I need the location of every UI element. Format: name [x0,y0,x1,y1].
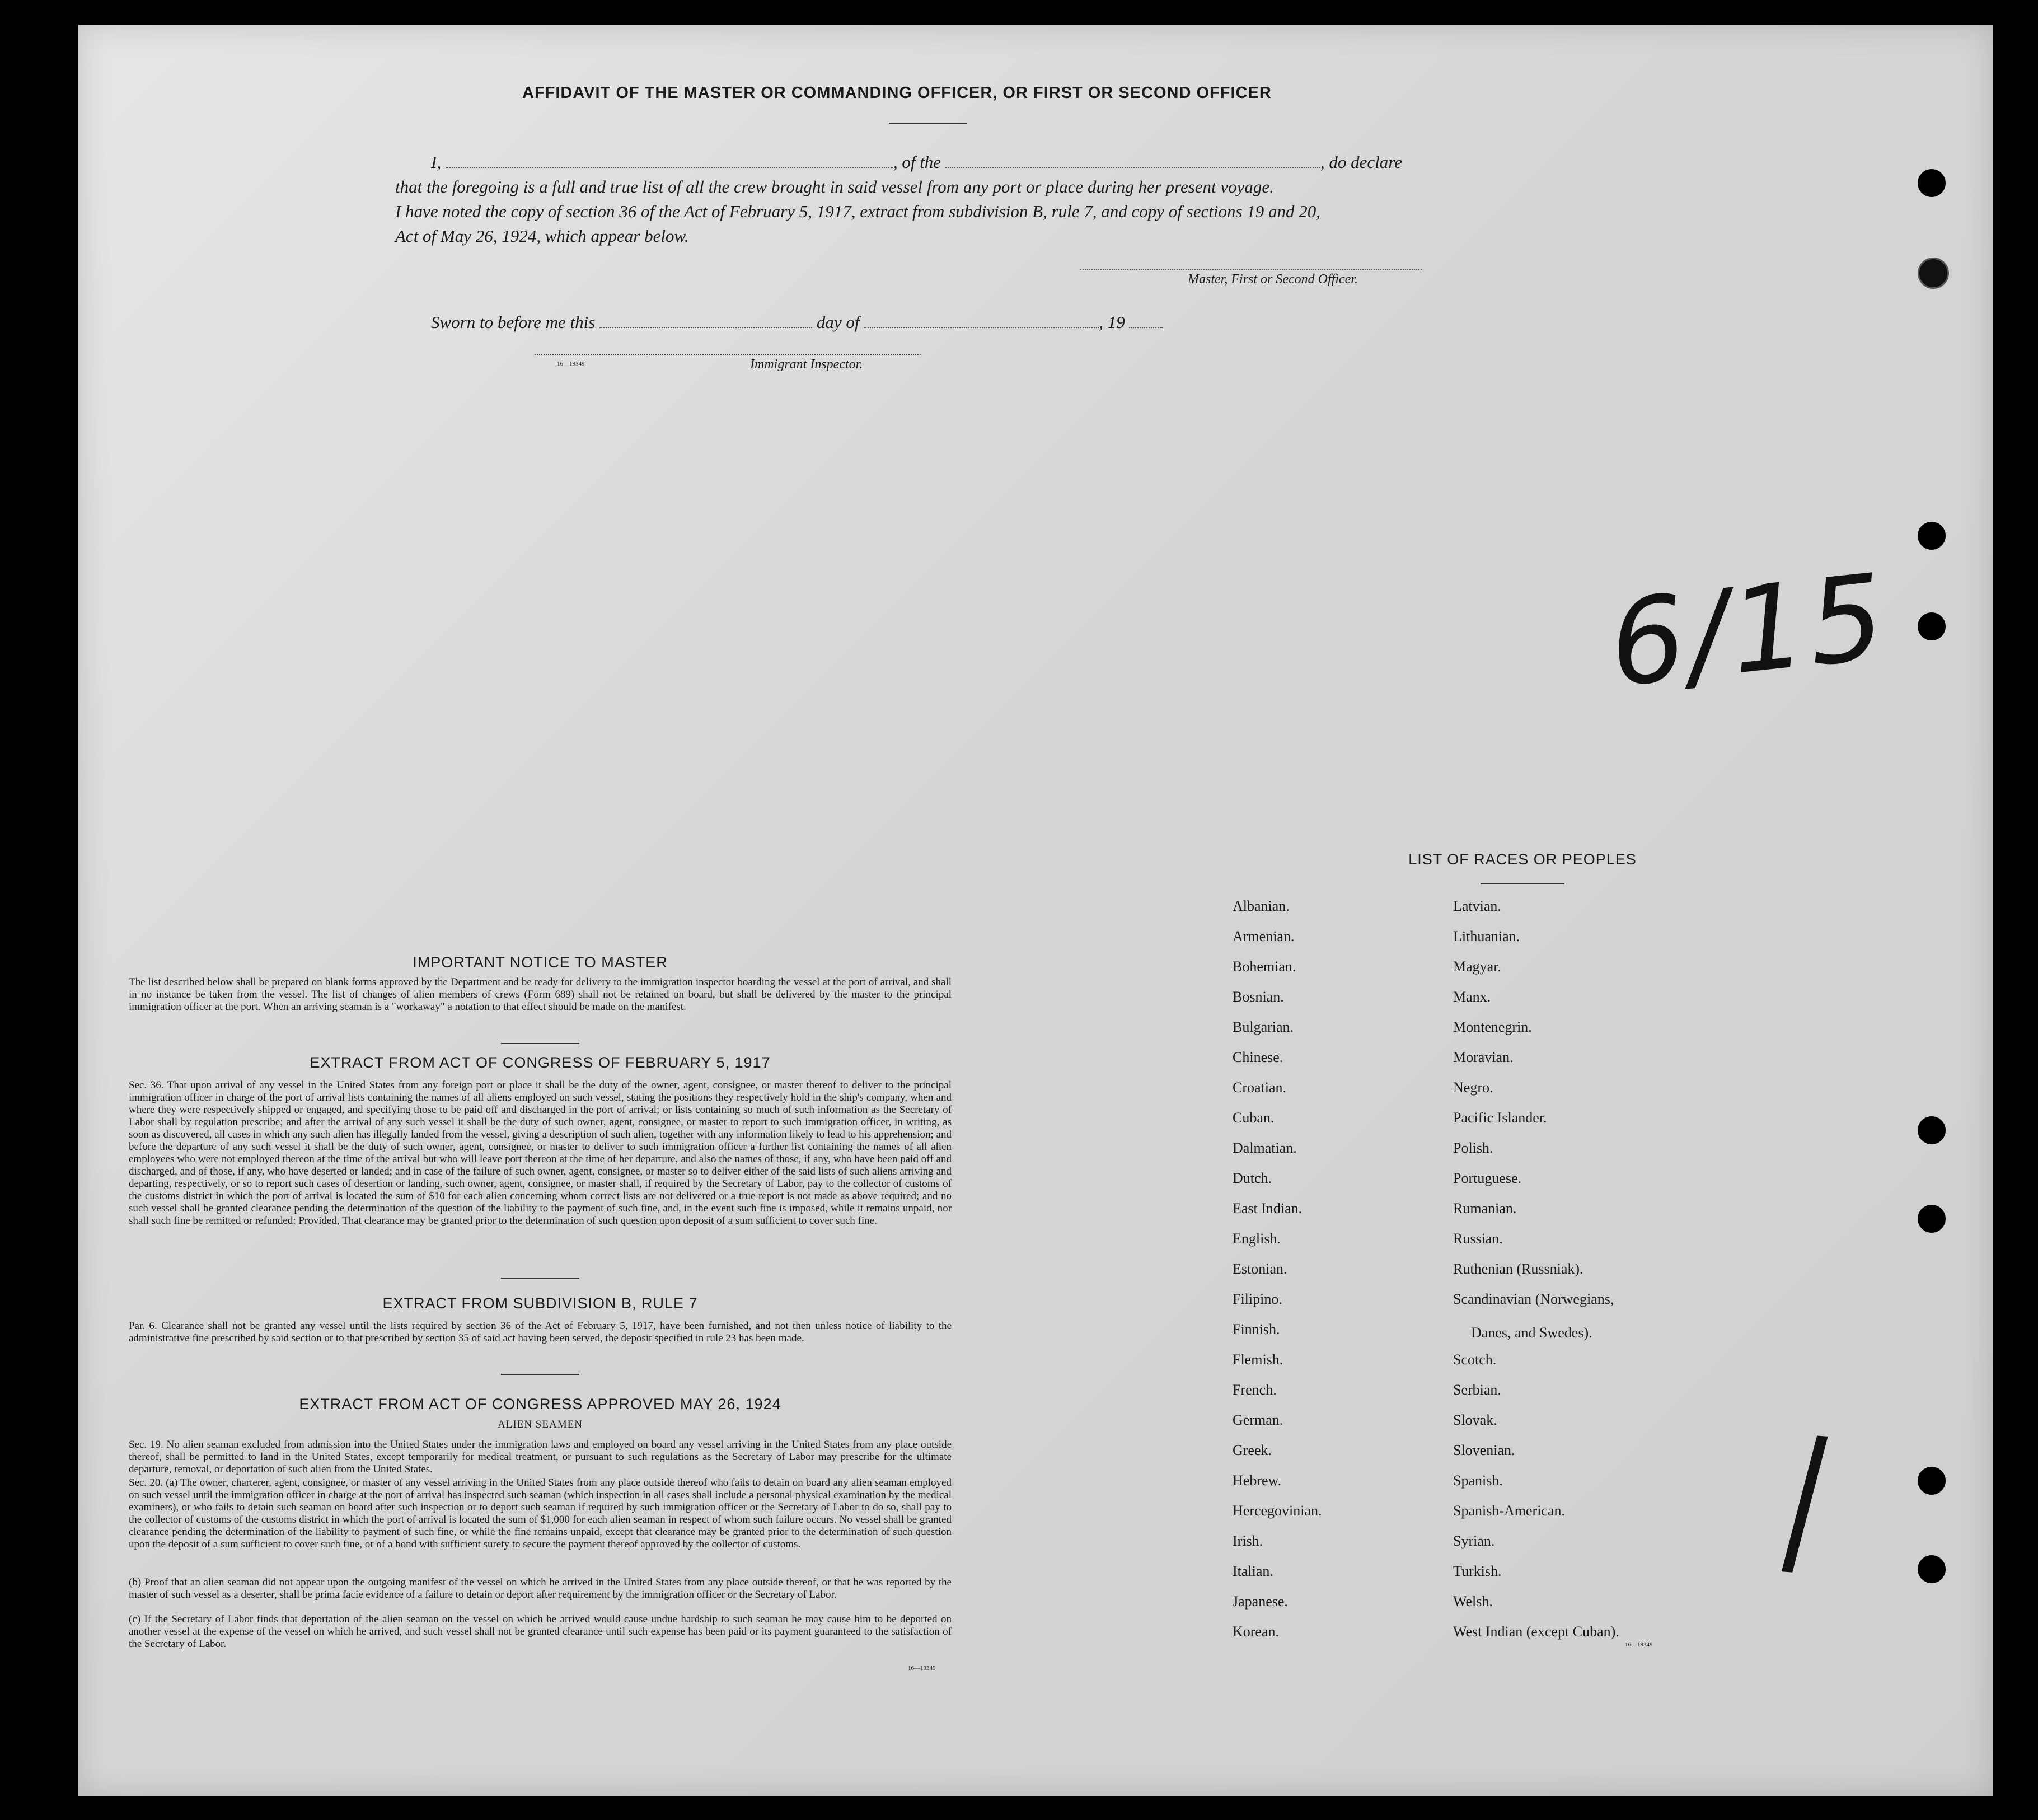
race-item: Lithuanian. [1453,928,1520,944]
vessel-blank[interactable] [945,155,1320,168]
race-item: Croatian. [1233,1079,1287,1096]
race-item: Polish. [1453,1140,1493,1156]
race-item: Dalmatian. [1233,1140,1297,1156]
title-divider [889,123,967,124]
race-item: Turkish. [1453,1563,1502,1579]
race-item: Korean. [1233,1624,1280,1640]
race-item: Filipino. [1233,1291,1282,1307]
race-item: Montenegrin. [1453,1019,1532,1035]
race-item: Greek. [1233,1442,1272,1458]
race-item: Bulgarian. [1233,1019,1294,1035]
year-label: , 19 [1099,312,1125,332]
race-item: Rumanian. [1453,1200,1517,1217]
form-number-right: 16—19349 [1625,1641,1653,1648]
race-item: Pacific Islander. [1453,1110,1547,1126]
race-item: Welsh. [1453,1593,1493,1610]
race-item: Armenian. [1233,928,1295,944]
document-page [78,25,1993,1796]
punch-hole [1918,1555,1946,1583]
sec20b-text: (b) Proof that an alien seaman did not appear upon the outgoing manifest of the vessel on which he arrived in the United States from any place outside thereof, or that he was reported by the master of such vessel as a deserter, shall be prima facie evidence of a failure to detain or deport after requirement by the immigration officer or the Secretary of Labor. [129,1576,952,1601]
day-of-label: day of [816,312,860,332]
race-item: Serbian. [1453,1382,1501,1398]
master-signature-line[interactable] [1080,269,1422,270]
race-item: Bosnian. [1233,989,1284,1005]
race-item: Syrian. [1453,1533,1495,1549]
race-item: Scotch. [1453,1351,1497,1368]
sec20a-text: Sec. 20. (a) The owner, charterer, agent, consignee, or master of any vessel arriving in the United States from any place outside thereof who fails to detain on board any alien seaman employed on such vessel until the immigration officer in charge at the port of arrival has inspected such seaman (which inspection in all cases shall include a personal physical examination by the medical examiners), or who fails to detain such seaman on board after such inspection or to deport such seaman if required by such immigration officer or the Secretary of Labor to do so, shall pay to the collector of customs of the customs district in which the port of arrival is located the sum of $1,000 for each alien seaman in respect of whom such failure occurs. No vessel shall be granted clearance pending the determination of the liability to payment of such fine, or while the fine remains unpaid, except that clearance may be granted prior to the determination of such question upon the deposit of a sum sufficient to cover such fine, or of a bond with sufficient surety to secure the payment thereof approved by the collector of customs. [129,1477,952,1550]
affidavit-line-1 [431,149,1402,176]
sworn-day-blank[interactable] [599,315,812,328]
race-item: Moravian. [1453,1049,1514,1065]
race-item: Dutch. [1233,1170,1272,1186]
race-item: West Indian (except Cuban). [1453,1624,1619,1640]
inspector-label: Immigrant Inspector. [750,357,863,372]
race-item: Scandinavian (Norwegians, [1453,1291,1614,1307]
race-item: Manx. [1453,989,1491,1005]
form-number-left: 16—19349 [908,1665,936,1672]
race-item: Ruthenian (Russniak). [1453,1261,1583,1277]
race-item: Estonian. [1233,1261,1287,1277]
rule7-text: Par. 6. Clearance shall not be granted any vessel until the lists required by section 36 of the Act of February 5, 1917, have been furnished, and not then unless notice of liability to the administrative fine prescribed by said section or to that prescribed by section 35 of said act having been served, the deposit specified in rule 23 has been made. [129,1320,952,1344]
divider-3 [501,1374,579,1375]
race-item: East Indian. [1233,1200,1303,1217]
race-item: Flemish. [1233,1351,1283,1368]
race-item: Hercegovinian. [1233,1503,1322,1519]
race-item: Slovak. [1453,1412,1497,1428]
form-number-top: 16—19349 [557,361,585,367]
affidavit-line-4: Act of May 26, 1924, which appear below. [395,226,689,246]
punch-hole [1918,522,1946,550]
race-item: Irish. [1233,1533,1263,1549]
name-blank[interactable] [446,155,893,168]
race-item: Latvian. [1453,898,1501,914]
race-item: Cuban. [1233,1110,1275,1126]
race-item: Bohemian. [1233,958,1296,975]
rule7-heading: EXTRACT FROM SUBDIVISION B, RULE 7 [382,1295,698,1312]
race-scandinavian-continued: Danes, and Swedes). [1471,1325,1592,1341]
punch-hole [1918,169,1946,197]
race-item: German. [1233,1412,1283,1428]
race-item: Italian. [1233,1563,1273,1579]
affidavit-line-2: that the foregoing is a full and true list of all the crew brought in said vessel from any port or place during her present voyage. [395,177,1274,196]
race-item: French. [1233,1382,1277,1398]
race-item: Finnish. [1233,1321,1280,1337]
extract-1917-heading: EXTRACT FROM ACT OF CONGRESS OF FEBRUARY 5, 1917 [310,1054,771,1071]
sworn-month-blank[interactable] [864,315,1099,328]
race-item: Hebrew. [1233,1472,1282,1489]
notice-text: The list described below shall be prepared on blank forms approved by the Department and be ready for delivery to the immigration inspector boarding the vessel at the port of arrival, and shall in no instance be taken from the vessel. The list of changes of alien members of crews (Form 689) shall not be retained on board, but shall be delivered by the master to the principal immigration officer at the port. When an arriving seaman is a "workaway" a notation to that effect should be made on the manifest. [129,976,952,1013]
affidavit-title: AFFIDAVIT OF THE MASTER OR COMMANDING OFFICER, OR FIRST OR SECOND OFFICER [522,84,1272,102]
punch-hole [1918,258,1949,289]
do-declare-label: , do declare [1320,152,1402,172]
divider-2 [501,1278,579,1279]
race-item: Chinese. [1233,1049,1283,1065]
race-item: Spanish. [1453,1472,1503,1489]
race-item: English. [1233,1231,1281,1247]
race-item: Magyar. [1453,958,1501,975]
alien-seamen-subheading: ALIEN SEAMEN [498,1419,583,1430]
sec20c-text: (c) If the Secretary of Labor finds that deportation of the alien seaman on the vessel on which he arrived would cause undue hardship to such seaman he may cause him to be deported on another vessel at the expense of the vessel on which he arrived, and such vessel shall not be granted clearance until such expense has been paid or its payment guaranteed to the satisfaction of the Secretary of Labor. [129,1613,952,1650]
affidavit-i-label: I, [431,152,442,172]
handwritten-page-mark: 6/15 [1603,548,1894,714]
handwritten-tick-mark: / [1779,1401,1830,1598]
races-heading: LIST OF RACES OR PEOPLES [1408,851,1637,868]
race-item: Portuguese. [1453,1170,1522,1186]
races-divider [1481,883,1564,884]
sworn-line [431,309,1163,336]
punch-hole [1918,1205,1946,1233]
extract-1924-heading: EXTRACT FROM ACT OF CONGRESS APPROVED MAY 26, 1924 [299,1396,781,1412]
race-item: Spanish-American. [1453,1503,1566,1519]
race-item: Slovenian. [1453,1442,1515,1458]
inspector-signature-line[interactable] [535,354,921,355]
punch-hole [1918,612,1946,640]
notice-heading: IMPORTANT NOTICE TO MASTER [413,954,668,971]
sworn-year-blank[interactable] [1129,315,1163,328]
extract-1917-text: Sec. 36. That upon arrival of any vessel in the United States from any foreign port or place it shall be the duty of the owner, agent, consignee, or master thereof to deliver to the principal immigration officer in charge of the port of arrival lists containing the names of all aliens employed on such vessel, stating the positions they respectively hold in the ship's company, when and where they were respectively shipped or engaged, and specifying those to be paid off and discharged in the port of arrival; or lists containing so much of such information as the Secretary of Labor shall by regulation prescribe; and after the arrival of any such vessel it shall be the duty of such owner, agent, consignee, or master to report to such immigration officer, in writing, as soon as discovered, all cases in which any such alien has illegally landed from the vessel, giving a description of such alien, together with any information likely to lead to his apprehension; and before the departure of any such vessel it shall be the duty of such owner, agent, consignee, or master to deliver to such immigration officer a further list containing the names of all alien employees who were not employed thereon at the time of the arrival but who will leave port thereon at the time of her departure, and also the names of those, if any, who have been paid off and discharged, and of those, if any, who have deserted or landed; and in case of the failure of such owner, agent, consignee, or master so to deliver either of the said lists of such aliens arriving and departing, respectively, or so to report such cases of desertion or landing, such owner, agent, consignee, or master shall, if required by the Secretary of Labor, pay to the collector of customs of the customs district in which the port of arrival is located the sum of $10 for each alien concerning whom correct lists are not delivered or a true report is not made as above required; and no such vessel shall be granted clearance pending the determination of the question of the liability to the payment of such fine, and, in the event such fine is imposed, while it remains unpaid, nor shall such fine be remitted or refunded: Provided, That clearance may be granted prior to the determination of such question upon deposit of a sum sufficient to cover such fine. [129,1079,952,1227]
master-label: Master, First or Second Officer. [1188,272,1358,287]
race-item: Japanese. [1233,1593,1288,1610]
race-item: Negro. [1453,1079,1493,1096]
punch-hole [1918,1116,1946,1144]
of-the-label: , of the [893,152,941,172]
sec19-text: Sec. 19. No alien seaman excluded from admission into the United States under the immigration laws and employed on board any vessel arriving in the United States from any place outside thereof, shall be permitted to land in the United States, except temporarily for medical treatment, or pursuant to such regulations as the Secretary of Labor may prescribe for the ultimate departure, removal, or deportation of such alien from the United States. [129,1439,952,1475]
sworn-label: Sworn to before me this [431,312,596,332]
affidavit-line-3: I have noted the copy of section 36 of the Act of February 5, 1917, extract from subdivision B, rule 7, and copy of sections 19 and 20, [395,202,1321,221]
race-item: Russian. [1453,1231,1503,1247]
punch-hole [1918,1467,1946,1495]
divider-1 [501,1043,579,1044]
race-item: Albanian. [1233,898,1290,914]
